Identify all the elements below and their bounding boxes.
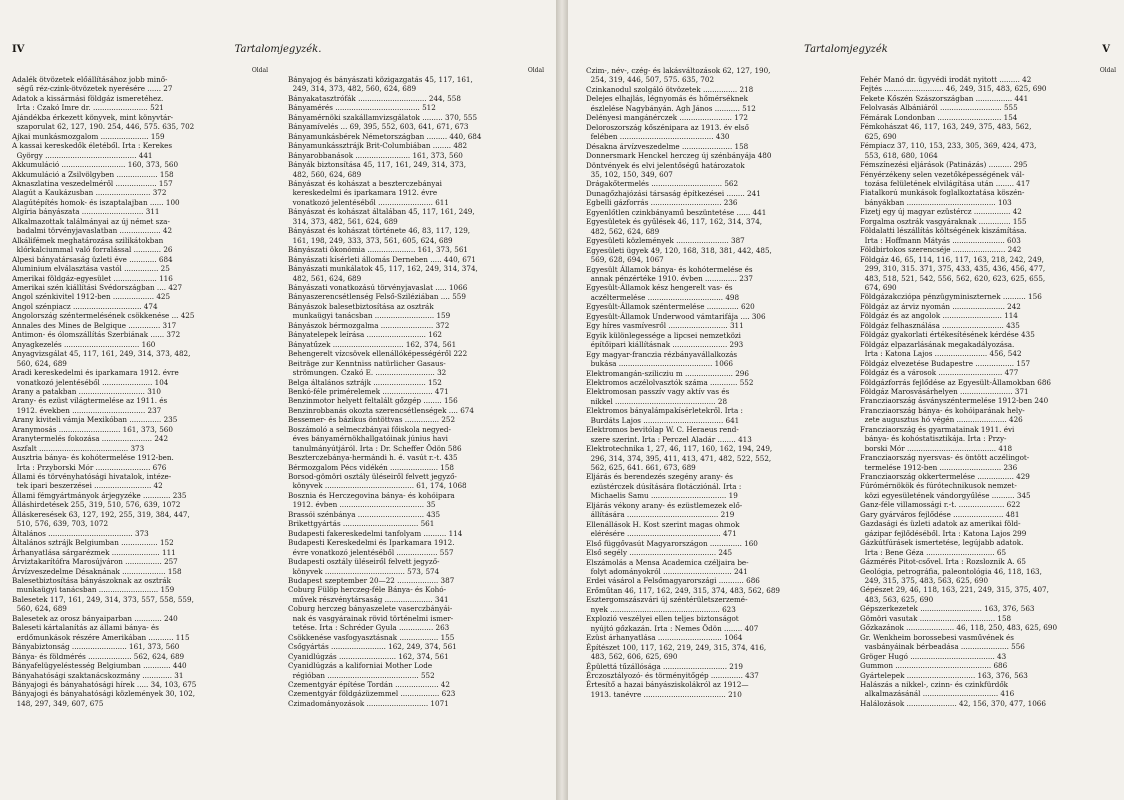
index-entry: Fémkohászat 46, 117, 163, 249, 375, 483, 562, [860, 122, 1032, 132]
index-entry: zete augusztus hó végén ...................... 426 [860, 415, 1023, 425]
index-entry: Földalatti lészállítás költségének kiszámítása. [860, 226, 1027, 236]
index-entry: Építészet 100, 117, 162, 219, 249, 315, 374, 416, [586, 642, 767, 652]
index-entry: Algíria bányászata ........................... 311 [12, 207, 160, 217]
index-entry: Ezüst árhanyatlása ............................ 1064 [586, 633, 743, 643]
index-entry: 254, 319, 446, 507, 575. 635, 702 [586, 75, 715, 85]
index-entry: Czementgyár földgázüzemmel ................. 623 [288, 689, 456, 699]
index-entry: Ellenállások H. Kost szerint magas ohmok [586, 519, 740, 529]
index-entry: Halálozások ...................... 42, 156, 370, 477, 1066 [860, 698, 1046, 708]
index-entry: Coburg Fülöp herczeg-féle Bánya- és Kohó- [288, 585, 447, 595]
index-entry: Donnersmark Henckel herczeg új szénbányája 480 [586, 151, 772, 161]
index-entry: Bányamunkásbérek Németországban ......... 440, 684 [288, 131, 482, 141]
index-entry: Csökkenése vasfogyasztásnak ................. 155 [288, 632, 455, 642]
index-entry: Arany- és ezüst világtermelése az 1911. és [12, 396, 168, 406]
index-entry: badalmi törvényjavaslatban .................. 42 [12, 226, 173, 236]
index-entry: Fiatalkorú munkások foglalkoztatása köszén- [860, 188, 1025, 198]
index-entry: 674, 690 [860, 282, 897, 292]
index-entry: Bányahatósági szaktanácskozmány ............. 31 [12, 670, 184, 680]
index-entry: Aszfalt ....................................... 373 [12, 443, 145, 453]
index-entry: Fekete Kőszén Szászországban ................ 441 [860, 93, 1029, 103]
index-entry: Bányászat és kohászat a beszterczebányai [288, 178, 442, 188]
index-entry: György ........................................ 441 [12, 150, 153, 160]
index-entry: Geológia, petrográfia, paleontológia 46, 118, 163, [860, 566, 1042, 576]
index-entry: Alkálifémek meghatározása szilikátokban [12, 235, 164, 245]
index-entry: Árvízveszedelme Désaknának ................... 158 [12, 566, 182, 576]
index-entry: Coburg herczeg bányaszelete vaserczbányái- [288, 604, 453, 614]
index-entry: Bánya- és földmérés ................... 562, 624, 689 [12, 651, 185, 661]
index-entry: Ajkai munkásmozgalom ..................... 159 [12, 131, 165, 141]
index-entry: Bányászat és kohászat története 46, 83, 117, 129, [288, 226, 471, 236]
index-entry: Anyagkezelés ................................. 160 [12, 339, 156, 349]
right-index-column-1 [586, 66, 842, 699]
index-entry: Bányászok bérmozgalma ....................... 372 [288, 320, 450, 330]
index-entry: 625, 690 [860, 131, 897, 141]
index-entry: Gépszerkezetek ........................... 163, 376, 563 [860, 604, 1035, 614]
index-entry: Amerikai szén kiállítási Svédországban .... 427 [12, 282, 183, 292]
index-entry: Czementgyár építése Tordán ................... 42 [288, 680, 450, 689]
index-entry: termelése 1912-ben ........................... 236 [860, 462, 1018, 472]
index-entry: Bessemer- és bázikus öntöttvas ............... 252 [288, 415, 456, 425]
index-entry: Bányafelügyeléstesség Belgiumban ............ 440 [12, 661, 187, 671]
index-entry: Boszámoló a selmeczbányai főiskola negyed- [288, 424, 451, 434]
index-entry: 482, 561, 624, 689 [288, 273, 362, 283]
index-entry: Alkalmazottak találmányai az új német sza- [12, 216, 170, 226]
index-entry: Felolvasás Albániáról ........................... 555 [860, 103, 1018, 113]
index-entry: ezüstérczek dúsítására flotácziónál. Irta : [586, 481, 742, 491]
index-entry: Gazdasági és üzleti adatok az amerikai föld- [860, 519, 1021, 529]
index-entry: Akkumuláció ............................ 160, 373, 560 [12, 160, 179, 170]
index-entry: tetése. Irta : Schréder Gyula ............... 263 [288, 623, 450, 633]
index-entry: 299, 310, 315. 371, 375, 433, 435, 436, 456, 477, [860, 264, 1046, 274]
index-entry: 483, 562, 606, 625, 690 [586, 652, 678, 662]
index-entry: Elektromosan passzív vagy aktív vas és [586, 387, 730, 397]
index-entry: állítására ........................................ 219 [586, 510, 735, 520]
index-entry: Értesítő a hazai bányásziskolákról az 1912— [586, 680, 749, 690]
index-entry: folyt adományokról .............................. 241 [586, 567, 748, 577]
index-entry: Alpesi bányatársaság üzleti éve ............ 684 [12, 254, 173, 264]
right-running-title: Tartalomjegyzék [804, 44, 888, 55]
index-entry: Angolország széntermelésének csökkenése ... 425 [12, 311, 195, 321]
left-index-column-2 [288, 66, 544, 708]
index-entry: 562, 625, 641. 661, 673, 689 [586, 463, 696, 473]
index-entry: Egy híres vasmívesről .......................... 311 [586, 321, 744, 331]
index-entry: Eljárás és berendezés szegény arany- és [586, 472, 733, 482]
index-entry: Földgáz és az angolok .......................... 114 [860, 311, 1018, 321]
index-entry: Irta : Bene Géza .............................. 65 [860, 547, 1007, 557]
index-entry: Egbelli gázforrás ............................... 236 [586, 198, 738, 208]
index-entry: tanulmányútjáról. Irta : Dr. Scheffer Ödön 586 [288, 443, 462, 453]
index-entry: Bányák biztonsítása 45, 117, 161, 249, 314, 373, [288, 160, 467, 170]
index-entry: Angol szénkivitel 1912-ben .................. 425 [12, 292, 171, 302]
index-entry: Halászás a nikkel-, czinn- és czinkfürdők [860, 680, 1009, 689]
index-entry: Bányamívelés ... 69, 395, 552, 603, 641, 671, 673 [288, 122, 469, 132]
index-entry: nak és vasgyárainak rövid történelmi ismer- [288, 613, 454, 623]
index-entry: Elektromos bányalámpakísérletekről. Irta : [586, 406, 743, 416]
index-entry: Fényérzékeny selen vezetőképességének vál- [860, 169, 1025, 179]
index-entry: Behengerelt vízcsövek ellenállóképességéről 222 [288, 349, 468, 359]
index-entry: gázipar fejlődéséből. Irta : Katona Lajos 299 [860, 528, 1027, 538]
index-entry: Francziaország és gyarmatainak 1911. évi [860, 424, 1015, 434]
index-entry: Érczosztályozó- és törményitőgép .............. 437 [586, 671, 759, 680]
index-entry: munkaügyi tanácsban .......................... 159 [12, 585, 175, 595]
index-entry: Alagútépítés homok- és iszaptalajban ...... 100 [12, 197, 180, 207]
index-entry: Irta : Katona Lajos ....................... 456, 542 [860, 349, 1022, 359]
index-entry: Gázkútfúrásek ismertetése, legújabb adatok. [860, 538, 1024, 548]
index-entry: 1912. évben ..................................... 35 [288, 500, 436, 510]
index-entry: Fizetj egy új magyar ezüstércz ................ 42 [860, 207, 1022, 217]
index-entry: 296, 314, 374, 395, 411, 413, 471, 482, 522, 552, [586, 453, 772, 463]
index-entry: 560, 624, 689 [12, 604, 67, 614]
index-entry: 482, 560, 624, 689 [288, 169, 362, 179]
index-entry: Általános sztrájk Belgiumban ................ 152 [12, 538, 174, 548]
index-entry: Bányatelepek leírása .......................... 162 [288, 330, 442, 340]
index-entry: Ajándékba érkezett könyvek, mint könyvtár- [12, 112, 174, 122]
column-head-oldal: Oldal [527, 67, 544, 74]
index-entry: Arany kiviteli vámja Mexikóban .............. 235 [12, 415, 178, 425]
index-entry: Czinkanodul szolgáló ötvözetek ............... 218 [586, 84, 754, 94]
index-entry: Bányaszerencsétlenség Felső-Sziléziában .... 559 [288, 292, 466, 302]
index-entry: Delejes elhajlás, légnyomás és hőmérséknek [586, 94, 749, 104]
index-entry: Bányászati vonatkozású törvényjavaslat ..... 1066 [288, 282, 468, 292]
index-entry: Bosznia és Herczegovina bánya- és kohóipara [288, 490, 455, 500]
index-entry: Első segély ...................................... 245 [586, 548, 733, 558]
index-entry: Désakna árvízveszedelme ...................... 158 [586, 141, 749, 151]
index-entry: Budapesti fakereskedelmi tanfolyam .......... 114 [288, 528, 463, 538]
index-entry: 569, 628, 694, 1067 [586, 255, 664, 265]
index-entry: Elektromos aczélolvasztók száma ............ 552 [586, 377, 754, 387]
index-entry: Fejtés .......................... 46, 249, 315, 483, 625, 690 [860, 84, 1047, 94]
index-entry: Erőműtan 46, 117, 162, 249, 315, 374, 483, 562, 689 [586, 585, 780, 595]
right-index-column-2 [860, 66, 1116, 708]
index-entry: annak pénzértéke 1910. évben .............. 237 [586, 273, 753, 283]
index-entry: A kassai kereskedők életéből. Irta : Kerekes [12, 141, 173, 151]
index-entry: 161, 198, 249, 333, 373, 561, 605, 624, 689 [288, 235, 453, 245]
index-entry: Bányászat és kohászat általában 45, 117, 161, 249, [288, 207, 475, 217]
index-entry: 1912. években ................................ 237 [12, 405, 162, 415]
index-entry: Bányatűzek ............................... 162, 374, 561 [288, 339, 457, 349]
index-entry: elérésére ......................................... 471 [586, 529, 737, 539]
index-entry: 483, 563, 625, 690 [860, 594, 934, 604]
index-entry: Bányászati munkálatok 45, 117, 162, 249, 314, 374, [288, 264, 478, 274]
index-entry: Bányamérnöki szakállamvizsgálatok ......... 370, 555 [288, 112, 478, 122]
column-head-oldal: Oldal [1099, 67, 1116, 74]
index-entry: Döntvények és elvi jelentőségű határozatok [586, 160, 745, 170]
index-entry: tozása felületének elvilágítása után ........ 417 [860, 178, 1031, 188]
index-entry: Bányabiztonság ........................ 161, 373, 560 [12, 642, 180, 652]
index-entry: Fémpiacz 37, 110, 153, 233, 305, 369, 424, 473, [860, 141, 1037, 151]
index-entry: Burdáts Lajos ................................... 641 [586, 415, 740, 425]
index-entry: Gázmérés Pitot-csővel. Irta : Rozsloznik A. 65 [860, 557, 1026, 567]
index-entry: Ganz-féle villamossági r.-t. .................... 622 [860, 500, 1021, 510]
index-entry: Földgázakczióра pénzügyminiszternek .......... 156 [860, 292, 1042, 302]
index-entry: munkaügyi tanácsban .......................... 159 [288, 311, 451, 321]
index-entry: 314, 373, 482, 561, 624, 689 [288, 216, 398, 226]
index-entry: Cyanidlúgzás a kaliforniai Mother Lode [288, 661, 433, 671]
left-page-header [0, 44, 556, 60]
index-entry: Budapest szeptember 20—22 .................. 387 [288, 576, 455, 586]
index-entry: Fémárak Londonban ............................ 154 [860, 112, 1018, 122]
index-entry: Egyik különlegessége a lipcsei nemzetközi [586, 330, 741, 340]
index-entry: szaporulat 62, 127, 190. 254, 446, 575. 635, 702 [12, 122, 195, 132]
index-entry: Adalék ötvözetek előállításához jobb minő- [12, 75, 168, 84]
index-entry: Gröger Hugó ..................................... 43 [860, 651, 1007, 661]
index-entry: Budapesti Kereskedelmi és Iparkamara 1912. [288, 538, 455, 548]
index-entry: Egyenlőtlen czinkbányamű beszüntetése ...... 441 [586, 207, 767, 217]
index-entry: Álláskeresések 63, 127, 192, 255, 319, 384, 447, [12, 509, 190, 519]
index-entry: strömungen. Czakó E. .......................... 32 [288, 368, 447, 378]
index-entry: alkalmazásánál ................................. 416 [860, 689, 1015, 699]
index-entry: Elektromangán-szilicziu m ..................... 296 [586, 368, 749, 378]
index-entry: szere szerint. Irta : Perczel Aladár ........ 413 [586, 434, 752, 444]
index-entry: Árhanyatlása sárgarézmek ..................... 111 [12, 547, 176, 557]
index-entry: Ausztria bánya- és kohótermelése 1912-ben. [12, 453, 174, 463]
index-entry: Egyesült-Államok kész hengerelt vas- és [586, 283, 733, 293]
index-entry: Beiträge zur Kenntniss natürlicher Gasaus- [288, 358, 446, 368]
index-entry: 510, 576, 639, 703, 1072 [12, 519, 109, 529]
index-entry: Explozió veszélyei ellen teljes biztonságot [586, 614, 739, 624]
index-entry: Bányajogi és bányahatósági közlemények 30, 102, [12, 689, 196, 699]
index-entry: Első függővasút Magyarországon .............. 160 [586, 538, 758, 548]
index-entry: Egyesületek és gyűlések 46, 117, 162, 314, 374, [586, 217, 763, 227]
index-entry: Egyesült Államok bánya- és kohótermelése és [586, 264, 753, 274]
index-entry: Amerikai földgáz-egyesület ................... 116 [12, 273, 173, 283]
index-entry: Drágakőtermelés ............................... 562 [586, 179, 739, 189]
index-entry: Földgázforrás fejlődése az Egyesült-Államokban 686 [860, 377, 1052, 387]
index-entry: erdőmunkások részére Amerikában ........... 115 [12, 632, 190, 642]
index-entry: művek részvénytársaság ..................... 341 [288, 594, 449, 604]
index-entry: Elszámolás a Mensa Academica czéljaira be- [586, 557, 749, 567]
index-entry: Francziaország ásványszéntermelése 1912-ben 240 [860, 396, 1049, 406]
index-entry: Földbirtokos szerencséje ....................... 242 [860, 245, 1022, 255]
index-entry: Gőzkazánok ..................... 46, 118, 250, 483, 625, 690 [860, 623, 1058, 633]
index-entry: Aranymosás ........................... 161, 373, 560 [12, 424, 173, 434]
index-entry: Esztergomszászvári új széntérületszerzemé- [586, 595, 748, 605]
index-entry: Erdei vásárol a Felsőmagyarországi ........... 686 [586, 576, 760, 586]
index-entry: Egyesült-Államok Underwood vámtarifája .... 306 [586, 311, 766, 321]
index-entry: vasbányáinak bérbeadása ..................... 556 [860, 642, 1025, 652]
index-entry: Fémszínezési eljárások (Patinázás) .......... 295 [860, 160, 1028, 170]
index-entry: bukása ......................................... 1066 [586, 359, 733, 369]
index-entry: Borsod-gömöri osztály üléseiről felvett jegyző- [288, 472, 457, 482]
index-entry: régióban ........................................ 552 [288, 670, 435, 680]
index-entry: Egyesületi ügyek 49, 120, 168, 318, 381, 442, 485, [586, 245, 772, 255]
index-entry: Angol szénpiacz .............................. 474 [12, 301, 158, 311]
index-entry: évre vonatkozó jelentéséből .................. 557 [288, 547, 454, 557]
index-entry: Gömöri vasutak ................................. 158 [860, 613, 1012, 623]
index-entry: Irta : Przyborski Mór ........................ 676 [12, 462, 167, 472]
index-entry: bánya- és kohóstatisztikája. Irta : Przy- [860, 434, 1007, 444]
index-entry: Gépészet 29, 46, 118, 163, 221, 249, 315, 375, 407, [860, 585, 1049, 595]
index-entry: Brassói szénbánya ............................. 435 [288, 509, 441, 519]
right-page [568, 0, 1124, 800]
index-entry: Michaelis Samu ................................. 19 [586, 491, 738, 501]
left-page [0, 0, 556, 800]
index-entry: Antimon- és ólomszállítás Szerbiának ...... 372 [12, 330, 181, 340]
left-running-title: Tartalomjegyzék. [234, 44, 322, 55]
index-entry: Elektromos bevitólap W. C. Heraeus rend- [586, 425, 739, 435]
index-entry: Benkó-féle primérelemek ...................... 471 [288, 386, 449, 396]
index-entry: Benzinrobbanás okozta szerencsétlenségek .... 674 [288, 405, 474, 415]
index-entry: Irta : Hoffmann Mátyás ....................... 603 [860, 235, 1021, 245]
index-entry: Adatok a kissármási földgáz ismeretéhez. [12, 93, 164, 103]
index-entry: vonatkozó jelentéséből ........................ 611 [288, 197, 449, 207]
index-entry: Bányarobbanások ........................ 161, 373, 560 [288, 150, 463, 160]
index-entry: Épülettá tűzállósága ............................ 219 [586, 661, 744, 671]
index-entry: Cyanidlúgzás ......................... 162, 374, 561 [288, 651, 449, 661]
index-entry: borski Mór ....................................... 418 [860, 443, 1013, 453]
index-entry: Anyagvizsgálat 45, 117, 161, 249, 314, 373, 482, [12, 349, 191, 359]
index-entry: Bányajog és bányászati közigazgatás 45, 117, 161, [288, 75, 473, 84]
index-entry: Fúrómérnökök és fúrótechnikusok nemzet- [860, 481, 1017, 491]
index-entry: Bányajogi és bányahatósági hírek ..... 34, 103, 675 [12, 680, 197, 689]
index-entry: Deloroszország kőszénipara az 1913. év első [586, 122, 749, 132]
index-entry: Bányamunkássztrájk Brit-Columbiában ........ 482 [288, 141, 468, 151]
index-entry: aczéltermelése ................................. 498 [586, 292, 740, 302]
index-entry: Balesetek az orosz bányaiparban ............ 240 [12, 613, 178, 623]
index-entry: Balesetbiztosítása bányászoknak az osztrák [12, 576, 171, 586]
index-entry: 483, 518, 521, 542, 556, 562, 620, 623, 625, 655, [860, 273, 1046, 283]
index-entry: Földgáz az árviz nyomán ....................... 242 [860, 301, 1021, 311]
index-entry: Eljárás vékony arany- és ezüstlemezek elő- [586, 500, 743, 510]
index-entry: Általános ..................................... 373 [12, 528, 149, 538]
index-entry: Gary gyárváros fejlődése ...................... 481 [860, 509, 1020, 519]
index-entry: 553, 618, 680, 1064 [860, 150, 938, 160]
index-entry: Bányászati kísérleti állomás Derneben ..... 440, 671 [288, 254, 476, 264]
index-entry: Dunagőzhajózási társaság építkezései ........ 241 [586, 188, 761, 198]
index-entry: Beszterczebánya-hermándi h. é. vasút r.-t. 435 [288, 453, 458, 463]
index-entry: közi egyesületének vándorgyűlése .......... 345 [860, 490, 1031, 500]
index-entry: Földgáz felhasználása ........................... 435 [860, 320, 1020, 330]
index-entry: Bányászati ökonómia ..................... 161, 373, 561 [288, 245, 468, 255]
index-entry: bányákban ....................................... 103 [860, 197, 1012, 207]
index-entry: Alagút a Kaukázusban ........................ 372 [12, 188, 167, 198]
right-page-number: V [1102, 44, 1110, 55]
index-entry: könyvek ....................................... 61, 174, 1068 [288, 481, 467, 491]
index-entry: Álláshirdetések 255, 319, 510, 576, 639, 1072 [12, 500, 181, 510]
index-entry: Árviztakarítófra Marosújváron ................ 257 [12, 557, 178, 567]
index-entry: Egy magyar-franczia rézbányavállalkozás [586, 349, 738, 359]
index-entry: Czim-, név-, czég- és lakásváltozások 62, 127, 190, [586, 66, 771, 75]
index-entry: Aranytermelés fokozása ...................... 242 [12, 434, 169, 444]
index-entry: Akkumuláció a Zsilvölgyben .................. 158 [12, 169, 174, 179]
index-entry: Aluminium elválasztása vastól ............... 25 [12, 264, 170, 274]
index-entry: 482, 562, 624, 689 [586, 226, 660, 236]
index-entry: Brikettgyártás ................................. 561 [288, 519, 435, 529]
index-entry: Földgáz elvezetése Budapestre ................. 157 [860, 358, 1031, 368]
index-entry: Egyesületi közlemények ....................... 387 [586, 236, 745, 246]
index-entry: Bányamérés ..................................... 512 [288, 103, 436, 113]
index-entry: Francziaország okkertermelése ................ 429 [860, 472, 1030, 482]
index-entry: Francziaország nyersvas- és öntött aczélingot- [860, 453, 1030, 463]
left-page-number: IV [12, 44, 25, 55]
index-entry: Arany a patakban ............................. 310 [12, 386, 161, 396]
index-entry: Földgáz gyakorlati értékesítésének kérdése 435 [860, 330, 1035, 340]
index-entry: 249, 314, 373, 482, 560, 624, 689 [288, 84, 417, 94]
index-entry: Irta : Czakó Imre dr. ........................ 521 [12, 103, 164, 113]
index-entry: Csőgyártás ........................ 162, 249, 374, 561 [288, 642, 457, 652]
index-entry: éves bányamérnökhallgatóinak június havi [288, 434, 448, 444]
index-entry: tek ipari beszerzései ......................... 42 [12, 481, 163, 491]
index-entry: nikkel ............................................ 28 [586, 396, 728, 406]
index-entry: nyek ................................................ 623 [586, 604, 736, 614]
index-entry: felében ......................................... 430 [586, 132, 730, 142]
index-entry: Egyesült-Államok széntermelése .............. 620 [586, 302, 755, 312]
index-entry: 1913. tanévre .................................... 210 [586, 689, 742, 699]
index-entry: könyvek ................................... 573, 574 [288, 566, 440, 576]
index-entry: Benzinmotor helyett feltalált gőzgép ........ 156 [288, 396, 458, 406]
index-entry: Fehér Manó dr. ügyvédi irodát nyitott ......... 42 [860, 75, 1032, 84]
index-entry: 148, 297, 349, 607, 675 [12, 698, 104, 708]
index-entry: Aradi kereskedelmi és iparkamara 1912. évre [12, 368, 179, 378]
index-entry: Baleseti kártalanítás az állami bánya- és [12, 623, 159, 633]
index-entry: Földgáz 46, 65, 114, 116, 117, 163, 218, 242, 249, [860, 254, 1044, 264]
index-entry: Földgáz Marosvásárhelyen ....................... 371 [860, 386, 1029, 396]
book-gutter [556, 0, 568, 800]
right-page-header [568, 44, 1124, 60]
index-entry: Állami és törvényhatósági hivatalok, intéze- [12, 472, 172, 482]
index-entry: Forgalma osztrák vasgyáraknak .............. 155 [860, 216, 1027, 226]
index-entry: Bányászok balesetbiztosítása az osztrák [288, 301, 434, 311]
index-entry: Földgáz és a városok ............................ 477 [860, 368, 1019, 378]
index-entry: Delényesi mangánérczek ....................... 172 [586, 113, 748, 123]
index-entry: Bányakatasztrófák .............................. 244, 558 [288, 93, 461, 103]
index-entry: kereskedelmi és iparkamara 1912. évre [288, 188, 438, 198]
index-entry: 560, 624, 689 [12, 358, 67, 368]
index-entry: építőipari kiállításnak ........................ 293 [586, 340, 744, 350]
index-entry: Francziaország bánya- és kohóiparának hely- [860, 405, 1025, 415]
index-entry: Gr. Wenkheim borossebesi vasművének és [860, 632, 1014, 642]
index-entry: Gyártelepek .............................. 163, 376, 563 [860, 670, 1028, 680]
index-entry: vonatkozó jelentéséből ...................... 104 [12, 377, 169, 387]
index-entry: Gummon .......................................... 686 [860, 661, 1008, 671]
index-entry: észlelése Nagybányán. Agh János ........... 512 [586, 103, 756, 113]
index-entry: nyújtó gőzkazán. Irta : Nemes Ödön ........ 407 [586, 623, 759, 633]
index-entry: Annales des Mines de Belgique .............. 317 [12, 320, 177, 330]
index-entry: klórkalciummal való forralással ............ 26 [12, 245, 173, 255]
column-head-oldal: Oldal [251, 67, 268, 74]
index-entry: Állami fémgyártmányok árjegyzéke ............ 235 [12, 490, 187, 500]
index-entry: Földgáz elpazarlásának megakadályozása. [860, 339, 1015, 349]
index-entry: 249, 315, 375, 483, 563, 625, 690 [860, 576, 989, 586]
index-entry: Balesetek 117, 161, 249, 314, 373, 557, 558, 559, [12, 594, 194, 604]
index-entry: Bérmozgalom Pécs vidékén ..................... 158 [288, 462, 454, 472]
index-entry: Budapesti osztály üléseiről felvett jegyző- [288, 557, 440, 567]
index-entry: Belga általános sztrájk ....................... 152 [288, 377, 442, 387]
index-entry: ségű réz-czink-ötvözetek nyerésére ...... 27 [12, 84, 173, 94]
index-entry: 35, 102, 150, 349, 607 [586, 169, 673, 179]
index-entry: Elektrotechnika 1, 27, 46, 117, 160, 162, 194, 249, [586, 444, 773, 454]
index-entry: Czimadományozások ........................... 1071 [288, 698, 449, 708]
index-entry: Aknaszlatina veszedelméről .................. 157 [12, 178, 173, 188]
left-index-column-1 [12, 66, 268, 708]
